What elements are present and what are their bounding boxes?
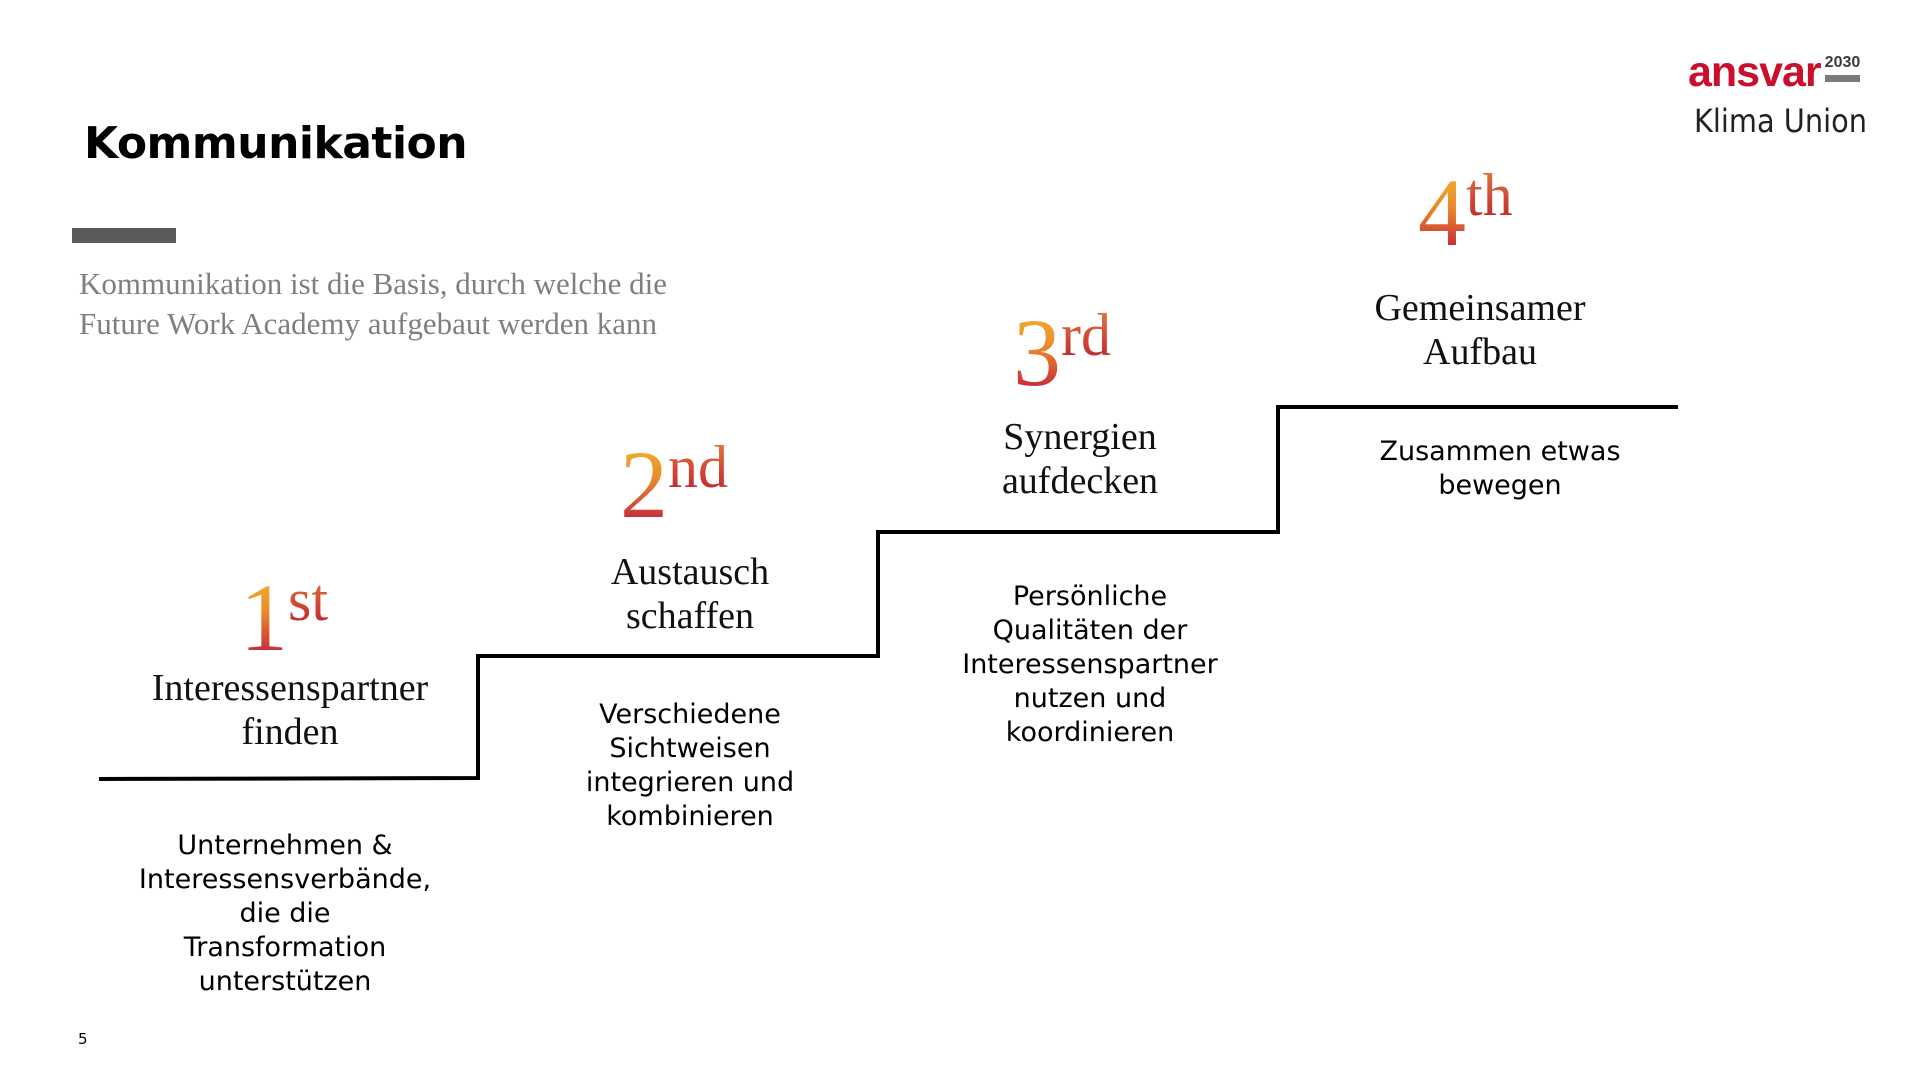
rank-suffix: th <box>1466 162 1513 228</box>
desc-line: Zusammen etwas <box>1379 436 1621 467</box>
subtitle-line: Kommunikation ist die Basis, durch welche die <box>79 266 668 301</box>
step-2-title <box>510 550 870 638</box>
rank-number: 3 <box>1013 299 1061 406</box>
step-2-description <box>520 698 860 834</box>
desc-line: integrieren und <box>585 767 795 798</box>
desc-line: Persönliche <box>1012 581 1168 612</box>
step-3-rank <box>1013 299 1111 406</box>
logo-brand: ansvar <box>1688 48 1821 96</box>
step-title-line: Interessenspartner <box>151 667 429 709</box>
page-number: 5 <box>78 1030 88 1048</box>
step-4-description <box>1330 435 1670 503</box>
desc-line: Unternehmen & <box>177 830 393 861</box>
rank-number: 1 <box>240 564 288 671</box>
step-4-rank <box>1418 159 1513 266</box>
rank-suffix: rd <box>1061 302 1111 368</box>
desc-line: Interessensverbände, <box>138 864 432 895</box>
desc-line: bewegen <box>1438 470 1562 501</box>
rank-suffix: nd <box>668 434 728 500</box>
desc-line: Interessenspartner <box>962 649 1218 680</box>
step-title-line: Gemeinsamer <box>1374 287 1586 329</box>
subtitle-line: Future Work Academy aufgebaut werden kann <box>79 306 657 341</box>
step-4-title <box>1300 286 1660 374</box>
desc-line: Verschiedene <box>599 699 781 730</box>
step-1-title <box>110 666 470 754</box>
step-2-rank <box>620 431 728 538</box>
desc-line: koordinieren <box>1005 717 1175 748</box>
logo-year: 2030 <box>1824 54 1861 71</box>
desc-line: Qualitäten der <box>992 615 1188 646</box>
desc-line: unterstützen <box>198 966 372 997</box>
step-1-description <box>100 829 470 999</box>
desc-line: kombinieren <box>606 801 774 832</box>
rank-suffix: st <box>288 567 329 633</box>
step-title-line: aufdecken <box>1001 460 1159 502</box>
step-3-title <box>900 415 1260 503</box>
step-title-line: Synergien <box>1003 416 1157 458</box>
rank-number: 2 <box>620 431 668 538</box>
desc-line: Sichtweisen <box>609 733 771 764</box>
step-1-rank <box>240 564 329 671</box>
step-title-line: Aufbau <box>1423 331 1537 373</box>
step-title-line: finden <box>241 711 339 753</box>
logo-subtitle: Klima Union <box>1694 102 1867 140</box>
slide-title: Kommunikation <box>84 118 468 169</box>
rank-number: 4 <box>1418 159 1466 266</box>
step-title-line: schaffen <box>625 595 754 637</box>
step-title-line: Austausch <box>610 551 770 593</box>
desc-line: nutzen und <box>1013 683 1167 714</box>
desc-line: die die <box>239 898 331 929</box>
desc-line: Transformation <box>183 932 387 963</box>
step-3-description <box>920 580 1260 750</box>
